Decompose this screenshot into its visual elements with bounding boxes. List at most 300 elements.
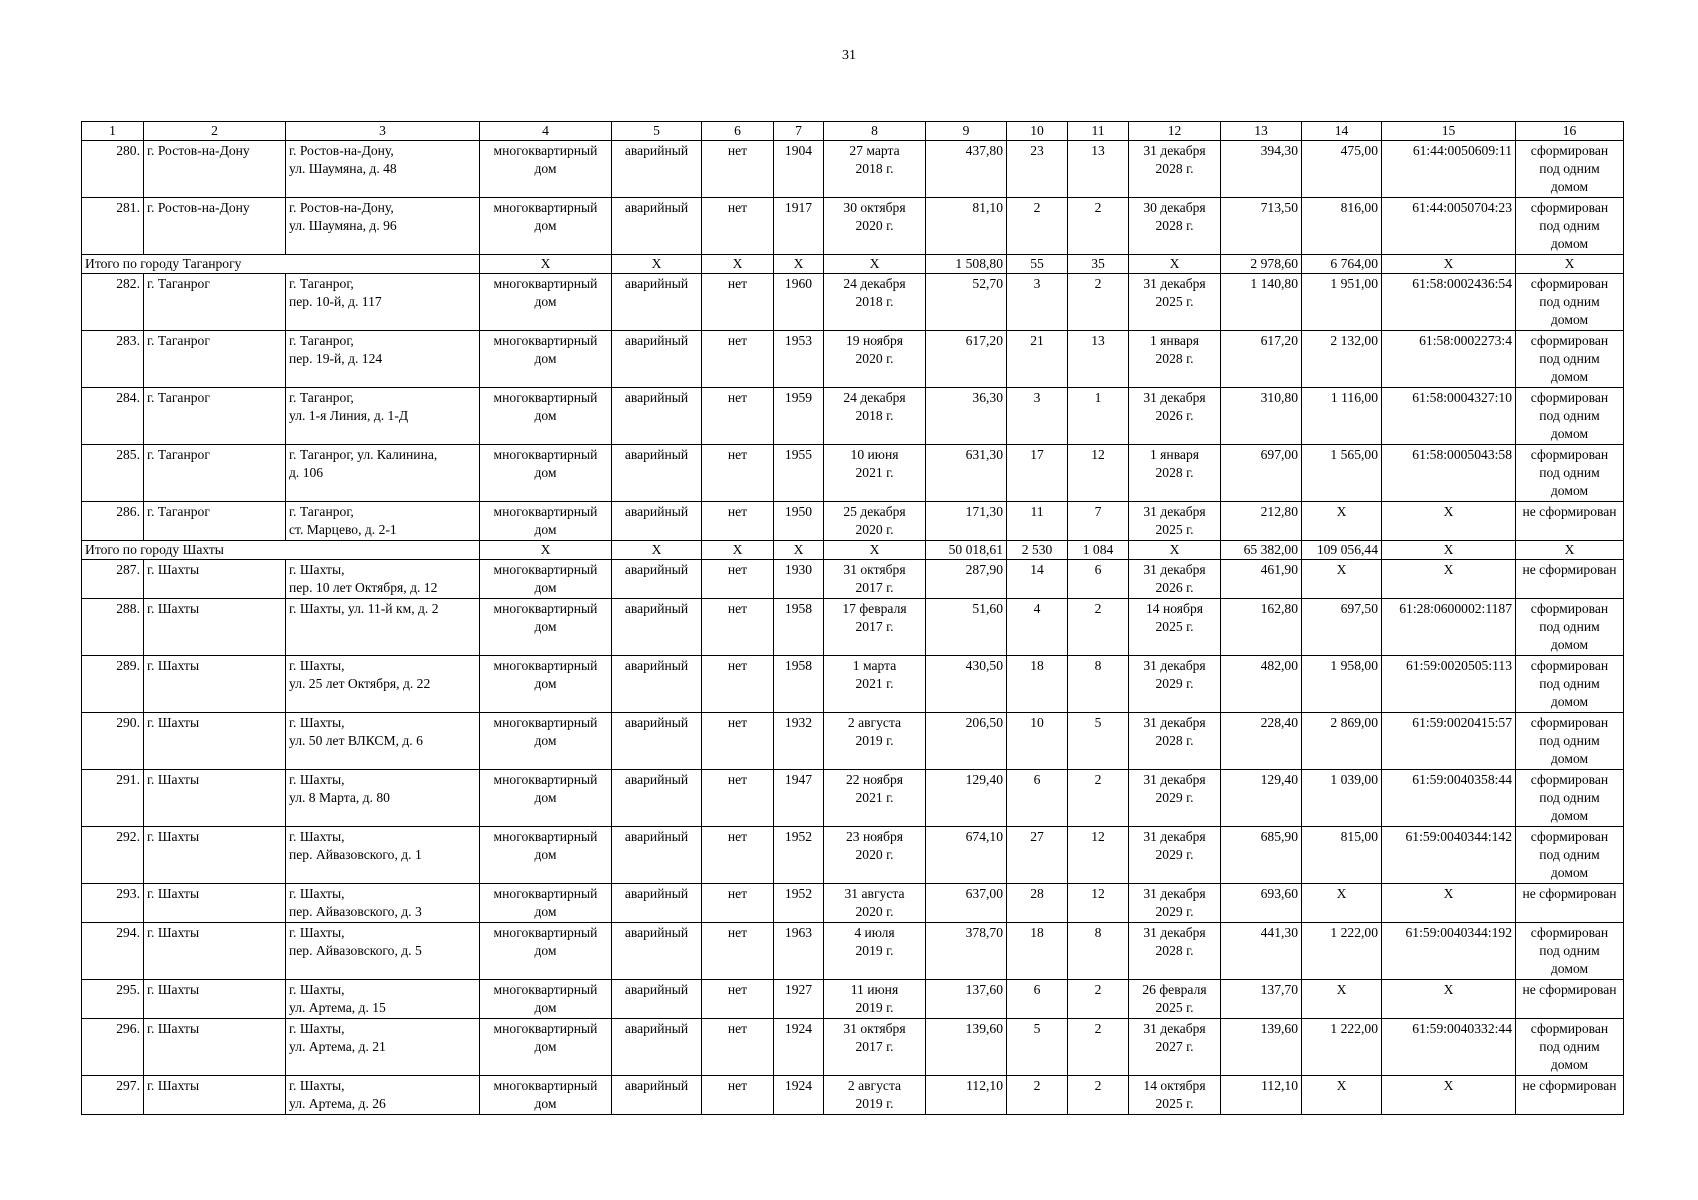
column-14-text: X — [1336, 562, 1347, 577]
column-10 — [1007, 198, 1068, 255]
address-line: ст. Марцево, д. 2-1 — [289, 522, 397, 537]
subtotal-label: Итого по городу Таганрогу — [82, 255, 480, 274]
column-6 — [702, 502, 774, 541]
area-text: 81,10 — [972, 200, 1003, 215]
column-6 — [702, 923, 774, 980]
cadastral-number-text: 61:59:0040344:142 — [1405, 829, 1512, 844]
land-status-line: под одним — [1539, 408, 1600, 423]
planned-date-line: 1 января — [1149, 447, 1200, 462]
column-13 — [1221, 560, 1302, 599]
address — [286, 141, 480, 198]
column-11 — [1068, 1076, 1129, 1115]
land-status — [1516, 770, 1624, 827]
column-6-text: нет — [727, 658, 748, 673]
area — [926, 198, 1007, 255]
column-6 — [702, 656, 774, 713]
area-text: 617,20 — [965, 333, 1003, 348]
planned-date-line: 2025 г. — [1155, 1000, 1194, 1015]
recognition-date-line: 11 июня — [850, 982, 899, 997]
column-6 — [702, 388, 774, 445]
municipality — [144, 1076, 286, 1115]
column-14-text: 2 132,00 — [1330, 333, 1378, 348]
building-type — [480, 884, 612, 923]
column-6-text: нет — [727, 333, 748, 348]
table-row — [82, 560, 1624, 599]
address — [286, 274, 480, 331]
row-number-text: 289. — [116, 658, 140, 673]
building-status-text: аварийный — [624, 829, 689, 844]
land-status — [1516, 560, 1624, 599]
subtotal-cell-c4: X — [480, 255, 612, 274]
column-14 — [1302, 274, 1382, 331]
emergency-housing-table — [81, 121, 1624, 1115]
recognition-date-line: 2020 г. — [855, 522, 894, 537]
address — [286, 388, 480, 445]
column-14-text: 1 565,00 — [1330, 447, 1378, 462]
building-type — [480, 599, 612, 656]
building-status — [612, 198, 702, 255]
municipality-text: г. Шахты — [147, 982, 200, 997]
recognition-date-line: 2019 г. — [855, 943, 894, 958]
building-status — [612, 656, 702, 713]
address-line: ул. 25 лет Октября, д. 22 — [289, 676, 431, 691]
subtotal-row — [82, 255, 1624, 274]
address — [286, 1076, 480, 1115]
column-13 — [1221, 198, 1302, 255]
column-11-text: 2 — [1094, 772, 1102, 787]
column-14-text: 1 116,00 — [1330, 390, 1378, 405]
column-6-text: нет — [727, 276, 748, 291]
cadastral-number — [1382, 274, 1516, 331]
address — [286, 198, 480, 255]
recognition-date — [824, 502, 926, 541]
municipality — [144, 274, 286, 331]
cadastral-number — [1382, 1076, 1516, 1115]
land-status-line: не сформирован — [1522, 982, 1617, 997]
row-number — [82, 331, 144, 388]
column-11-text: 1 — [1094, 390, 1102, 405]
column-13 — [1221, 388, 1302, 445]
build-year-text: 1917 — [784, 200, 813, 215]
building-type-line: дом — [534, 408, 557, 423]
planned-date — [1129, 445, 1221, 502]
cadastral-number-text: X — [1443, 982, 1454, 997]
building-status — [612, 331, 702, 388]
column-13 — [1221, 713, 1302, 770]
land-status-line: сформирован — [1530, 925, 1609, 940]
build-year — [774, 770, 824, 827]
building-status-text: аварийный — [624, 276, 689, 291]
municipality-text: г. Таганрог — [147, 504, 210, 519]
land-status-line: под одним — [1539, 943, 1600, 958]
address-line: пер. Айвазовского, д. 1 — [289, 847, 422, 862]
land-status-line: под одним — [1539, 161, 1600, 176]
column-13-text: 129,40 — [1260, 772, 1298, 787]
planned-date — [1129, 560, 1221, 599]
land-status-line: не сформирован — [1522, 1078, 1617, 1093]
column-14-text: 815,00 — [1340, 829, 1378, 844]
column-number-row — [82, 122, 1624, 141]
building-type-line: многоквартирный — [493, 982, 598, 997]
cadastral-number-text: 61:58:0004327:10 — [1412, 390, 1512, 405]
column-13-text: 228,40 — [1260, 715, 1298, 730]
cadastral-number-text: 61:44:0050704:23 — [1412, 200, 1512, 215]
land-status-line: домом — [1550, 694, 1589, 709]
column-number: 14 — [1302, 122, 1382, 141]
land-status — [1516, 923, 1624, 980]
column-10-text: 17 — [1030, 447, 1044, 462]
recognition-date-line: 2021 г. — [855, 790, 894, 805]
build-year — [774, 1019, 824, 1076]
area-text: 430,50 — [965, 658, 1003, 673]
address — [286, 599, 480, 656]
table-row — [82, 331, 1624, 388]
column-14-text: X — [1336, 982, 1347, 997]
column-11-text: 6 — [1094, 562, 1102, 577]
subtotal-cell-c9: 50 018,61 — [926, 541, 1007, 560]
building-type — [480, 198, 612, 255]
column-10 — [1007, 445, 1068, 502]
address-line: г. Шахты, — [289, 829, 345, 844]
address-line: г. Таганрог, — [289, 333, 354, 348]
column-14-text: 1 222,00 — [1330, 1021, 1378, 1036]
row-number — [82, 560, 144, 599]
table-row — [82, 656, 1624, 713]
column-13-text: 310,80 — [1260, 390, 1298, 405]
planned-date-line: 31 декабря — [1143, 925, 1206, 940]
column-6-text: нет — [727, 925, 748, 940]
recognition-date — [824, 884, 926, 923]
column-10-text: 18 — [1030, 925, 1044, 940]
planned-date — [1129, 980, 1221, 1019]
land-status-line: домом — [1550, 426, 1589, 441]
building-status-text: аварийный — [624, 333, 689, 348]
column-11-text: 12 — [1091, 447, 1105, 462]
building-type-line: дом — [534, 904, 557, 919]
column-10-text: 3 — [1033, 276, 1041, 291]
address-line: г. Шахты, — [289, 715, 345, 730]
planned-date-line: 2028 г. — [1155, 218, 1194, 233]
recognition-date-line: 2 августа — [847, 715, 902, 730]
planned-date-line: 2025 г. — [1155, 522, 1194, 537]
address — [286, 884, 480, 923]
row-number-text: 297. — [116, 1078, 140, 1093]
municipality — [144, 198, 286, 255]
column-11-text: 5 — [1094, 715, 1102, 730]
land-status-line: сформирован — [1530, 143, 1609, 158]
building-status — [612, 713, 702, 770]
land-status — [1516, 884, 1624, 923]
table-row — [82, 502, 1624, 541]
table-row — [82, 980, 1624, 1019]
area — [926, 141, 1007, 198]
recognition-date-line: 2020 г. — [855, 351, 894, 366]
planned-date — [1129, 198, 1221, 255]
subtotal-cell-c10: 2 530 — [1007, 541, 1068, 560]
area — [926, 923, 1007, 980]
area-text: 51,60 — [972, 601, 1003, 616]
column-13-text: 137,70 — [1260, 982, 1298, 997]
building-type — [480, 713, 612, 770]
column-11 — [1068, 445, 1129, 502]
municipality-text: г. Шахты — [147, 658, 200, 673]
column-14 — [1302, 884, 1382, 923]
column-10 — [1007, 274, 1068, 331]
subtotal-cell-c7: X — [774, 255, 824, 274]
recognition-date — [824, 198, 926, 255]
municipality-text: г. Шахты — [147, 886, 200, 901]
build-year — [774, 599, 824, 656]
planned-date-line: 14 октября — [1143, 1078, 1206, 1093]
recognition-date-line: 25 декабря — [843, 504, 906, 519]
building-type-line: дом — [534, 218, 557, 233]
area — [926, 713, 1007, 770]
column-6 — [702, 827, 774, 884]
row-number-text: 287. — [116, 562, 140, 577]
column-11 — [1068, 713, 1129, 770]
building-status-text: аварийный — [624, 447, 689, 462]
municipality — [144, 445, 286, 502]
subtotal-cell-c11: 35 — [1068, 255, 1129, 274]
column-13-text: 617,20 — [1260, 333, 1298, 348]
land-status-line: домом — [1550, 483, 1589, 498]
column-11-text: 7 — [1094, 504, 1102, 519]
address-line: ул. 8 Марта, д. 80 — [289, 790, 390, 805]
address-line: г. Шахты, — [289, 925, 345, 940]
cadastral-number — [1382, 713, 1516, 770]
building-type — [480, 770, 612, 827]
column-14 — [1302, 502, 1382, 541]
column-14-text: 475,00 — [1340, 143, 1378, 158]
row-number — [82, 923, 144, 980]
column-13-text: 482,00 — [1260, 658, 1298, 673]
subtotal-cell-c11: 1 084 — [1068, 541, 1129, 560]
area-text: 437,80 — [965, 143, 1003, 158]
table-row — [82, 388, 1624, 445]
address-line: пер. Айвазовского, д. 5 — [289, 943, 422, 958]
column-11 — [1068, 923, 1129, 980]
recognition-date-line: 10 июня — [850, 447, 899, 462]
land-status — [1516, 980, 1624, 1019]
column-10-text: 6 — [1033, 982, 1041, 997]
recognition-date-line: 2020 г. — [855, 904, 894, 919]
planned-date-line: 2029 г. — [1155, 676, 1194, 691]
address-line: г. Шахты, — [289, 562, 345, 577]
column-10-text: 10 — [1030, 715, 1044, 730]
cadastral-number — [1382, 388, 1516, 445]
subtotal-cell-c5: X — [612, 541, 702, 560]
column-10-text: 5 — [1033, 1021, 1041, 1036]
land-status-line: под одним — [1539, 790, 1600, 805]
cadastral-number — [1382, 445, 1516, 502]
cadastral-number-text: 61:58:0005043:58 — [1412, 447, 1512, 462]
row-number — [82, 827, 144, 884]
column-number: 10 — [1007, 122, 1068, 141]
cadastral-number-text: 61:59:0040332:44 — [1412, 1021, 1512, 1036]
column-6-text: нет — [727, 143, 748, 158]
column-number: 15 — [1382, 122, 1516, 141]
recognition-date — [824, 923, 926, 980]
municipality-text: г. Шахты — [147, 772, 200, 787]
planned-date — [1129, 923, 1221, 980]
build-year-text: 1924 — [784, 1078, 813, 1093]
municipality-text: г. Шахты — [147, 1078, 200, 1093]
recognition-date — [824, 331, 926, 388]
column-13 — [1221, 445, 1302, 502]
table-row — [82, 1019, 1624, 1076]
subtotal-cell-c8: X — [824, 541, 926, 560]
column-11 — [1068, 884, 1129, 923]
address — [286, 445, 480, 502]
cadastral-number — [1382, 923, 1516, 980]
build-year-text: 1958 — [784, 601, 813, 616]
land-status-line: домом — [1550, 808, 1589, 823]
area — [926, 331, 1007, 388]
area-text: 631,30 — [965, 447, 1003, 462]
building-type-line: многоквартирный — [493, 772, 598, 787]
address-line: ул. Артема, д. 21 — [289, 1039, 386, 1054]
column-10 — [1007, 388, 1068, 445]
column-10 — [1007, 770, 1068, 827]
area-text: 137,60 — [965, 982, 1003, 997]
cadastral-number — [1382, 827, 1516, 884]
build-year — [774, 923, 824, 980]
column-14 — [1302, 599, 1382, 656]
column-10-text: 4 — [1033, 601, 1041, 616]
building-type-line: многоквартирный — [493, 925, 598, 940]
building-status-text: аварийный — [624, 390, 689, 405]
column-14 — [1302, 1019, 1382, 1076]
column-11 — [1068, 980, 1129, 1019]
column-10 — [1007, 1019, 1068, 1076]
cadastral-number — [1382, 599, 1516, 656]
cadastral-number — [1382, 502, 1516, 541]
municipality-text: г. Шахты — [147, 1021, 200, 1036]
column-11-text: 8 — [1094, 925, 1102, 940]
building-status-text: аварийный — [624, 143, 689, 158]
column-10 — [1007, 141, 1068, 198]
planned-date — [1129, 274, 1221, 331]
cadastral-number-text: 61:59:0040358:44 — [1412, 772, 1512, 787]
column-11-text: 13 — [1091, 143, 1105, 158]
building-type — [480, 1076, 612, 1115]
recognition-date — [824, 141, 926, 198]
column-6 — [702, 1019, 774, 1076]
column-11-text: 2 — [1094, 1078, 1102, 1093]
address-line: пер. 19-й, д. 124 — [289, 351, 383, 366]
address-line: пер. Айвазовского, д. 3 — [289, 904, 422, 919]
area — [926, 274, 1007, 331]
municipality — [144, 884, 286, 923]
column-6-text: нет — [727, 390, 748, 405]
column-13-text: 1 140,80 — [1250, 276, 1298, 291]
address-line: ул. Шаумяна, д. 48 — [289, 161, 397, 176]
build-year-text: 1953 — [784, 333, 813, 348]
column-number: 3 — [286, 122, 480, 141]
column-11-text: 2 — [1094, 1021, 1102, 1036]
column-6-text: нет — [727, 200, 748, 215]
address — [286, 1019, 480, 1076]
building-status-text: аварийный — [624, 601, 689, 616]
table-row — [82, 599, 1624, 656]
recognition-date-line: 2020 г. — [855, 218, 894, 233]
subtotal-cell-c8: X — [824, 255, 926, 274]
land-status — [1516, 502, 1624, 541]
build-year — [774, 560, 824, 599]
table-row — [82, 713, 1624, 770]
land-status-line: под одним — [1539, 1039, 1600, 1054]
column-13 — [1221, 331, 1302, 388]
recognition-date-line: 2018 г. — [855, 161, 894, 176]
recognition-date — [824, 1076, 926, 1115]
address-line: г. Шахты, — [289, 1021, 345, 1036]
land-status — [1516, 827, 1624, 884]
column-10-text: 27 — [1030, 829, 1044, 844]
column-13-text: 112,10 — [1261, 1078, 1298, 1093]
municipality-text: г. Таганрог — [147, 390, 210, 405]
column-10 — [1007, 1076, 1068, 1115]
recognition-date-line: 17 февраля — [842, 601, 907, 616]
building-status — [612, 388, 702, 445]
row-number-text: 296. — [116, 1021, 140, 1036]
building-status-text: аварийный — [624, 772, 689, 787]
planned-date-line: 2028 г. — [1155, 465, 1194, 480]
recognition-date-line: 2017 г. — [855, 1039, 894, 1054]
building-status — [612, 445, 702, 502]
cadastral-number-text: 61:59:0020415:57 — [1412, 715, 1512, 730]
building-type-line: дом — [534, 847, 557, 862]
building-status — [612, 274, 702, 331]
cadastral-number-text: 61:58:0002273:4 — [1419, 333, 1512, 348]
planned-date-line: 2025 г. — [1155, 619, 1194, 634]
recognition-date-line: 19 ноября — [845, 333, 904, 348]
column-6-text: нет — [727, 982, 748, 997]
address-line: г. Таганрог, — [289, 504, 354, 519]
build-year-text: 1927 — [784, 982, 813, 997]
build-year — [774, 445, 824, 502]
planned-date — [1129, 827, 1221, 884]
land-status-line: домом — [1550, 312, 1589, 327]
column-13-text: 212,80 — [1260, 504, 1298, 519]
column-10-text: 6 — [1033, 772, 1041, 787]
subtotal-label: Итого по городу Шахты — [82, 541, 480, 560]
municipality-text: г. Шахты — [147, 829, 200, 844]
column-10 — [1007, 560, 1068, 599]
column-13 — [1221, 770, 1302, 827]
area-text: 206,50 — [965, 715, 1003, 730]
build-year-text: 1958 — [784, 658, 813, 673]
column-11 — [1068, 141, 1129, 198]
address-line: г. Ростов-на-Дону, — [289, 200, 394, 215]
building-status-text: аварийный — [624, 504, 689, 519]
column-13 — [1221, 656, 1302, 713]
column-11 — [1068, 599, 1129, 656]
planned-date — [1129, 1076, 1221, 1115]
land-status — [1516, 445, 1624, 502]
build-year — [774, 502, 824, 541]
area-text: 378,70 — [965, 925, 1003, 940]
column-11-text: 13 — [1091, 333, 1105, 348]
row-number-text: 292. — [116, 829, 140, 844]
row-number-text: 291. — [116, 772, 140, 787]
build-year-text: 1947 — [784, 772, 813, 787]
address — [286, 502, 480, 541]
municipality-text: г. Шахты — [147, 601, 200, 616]
municipality — [144, 1019, 286, 1076]
recognition-date — [824, 274, 926, 331]
row-number — [82, 274, 144, 331]
column-14 — [1302, 713, 1382, 770]
